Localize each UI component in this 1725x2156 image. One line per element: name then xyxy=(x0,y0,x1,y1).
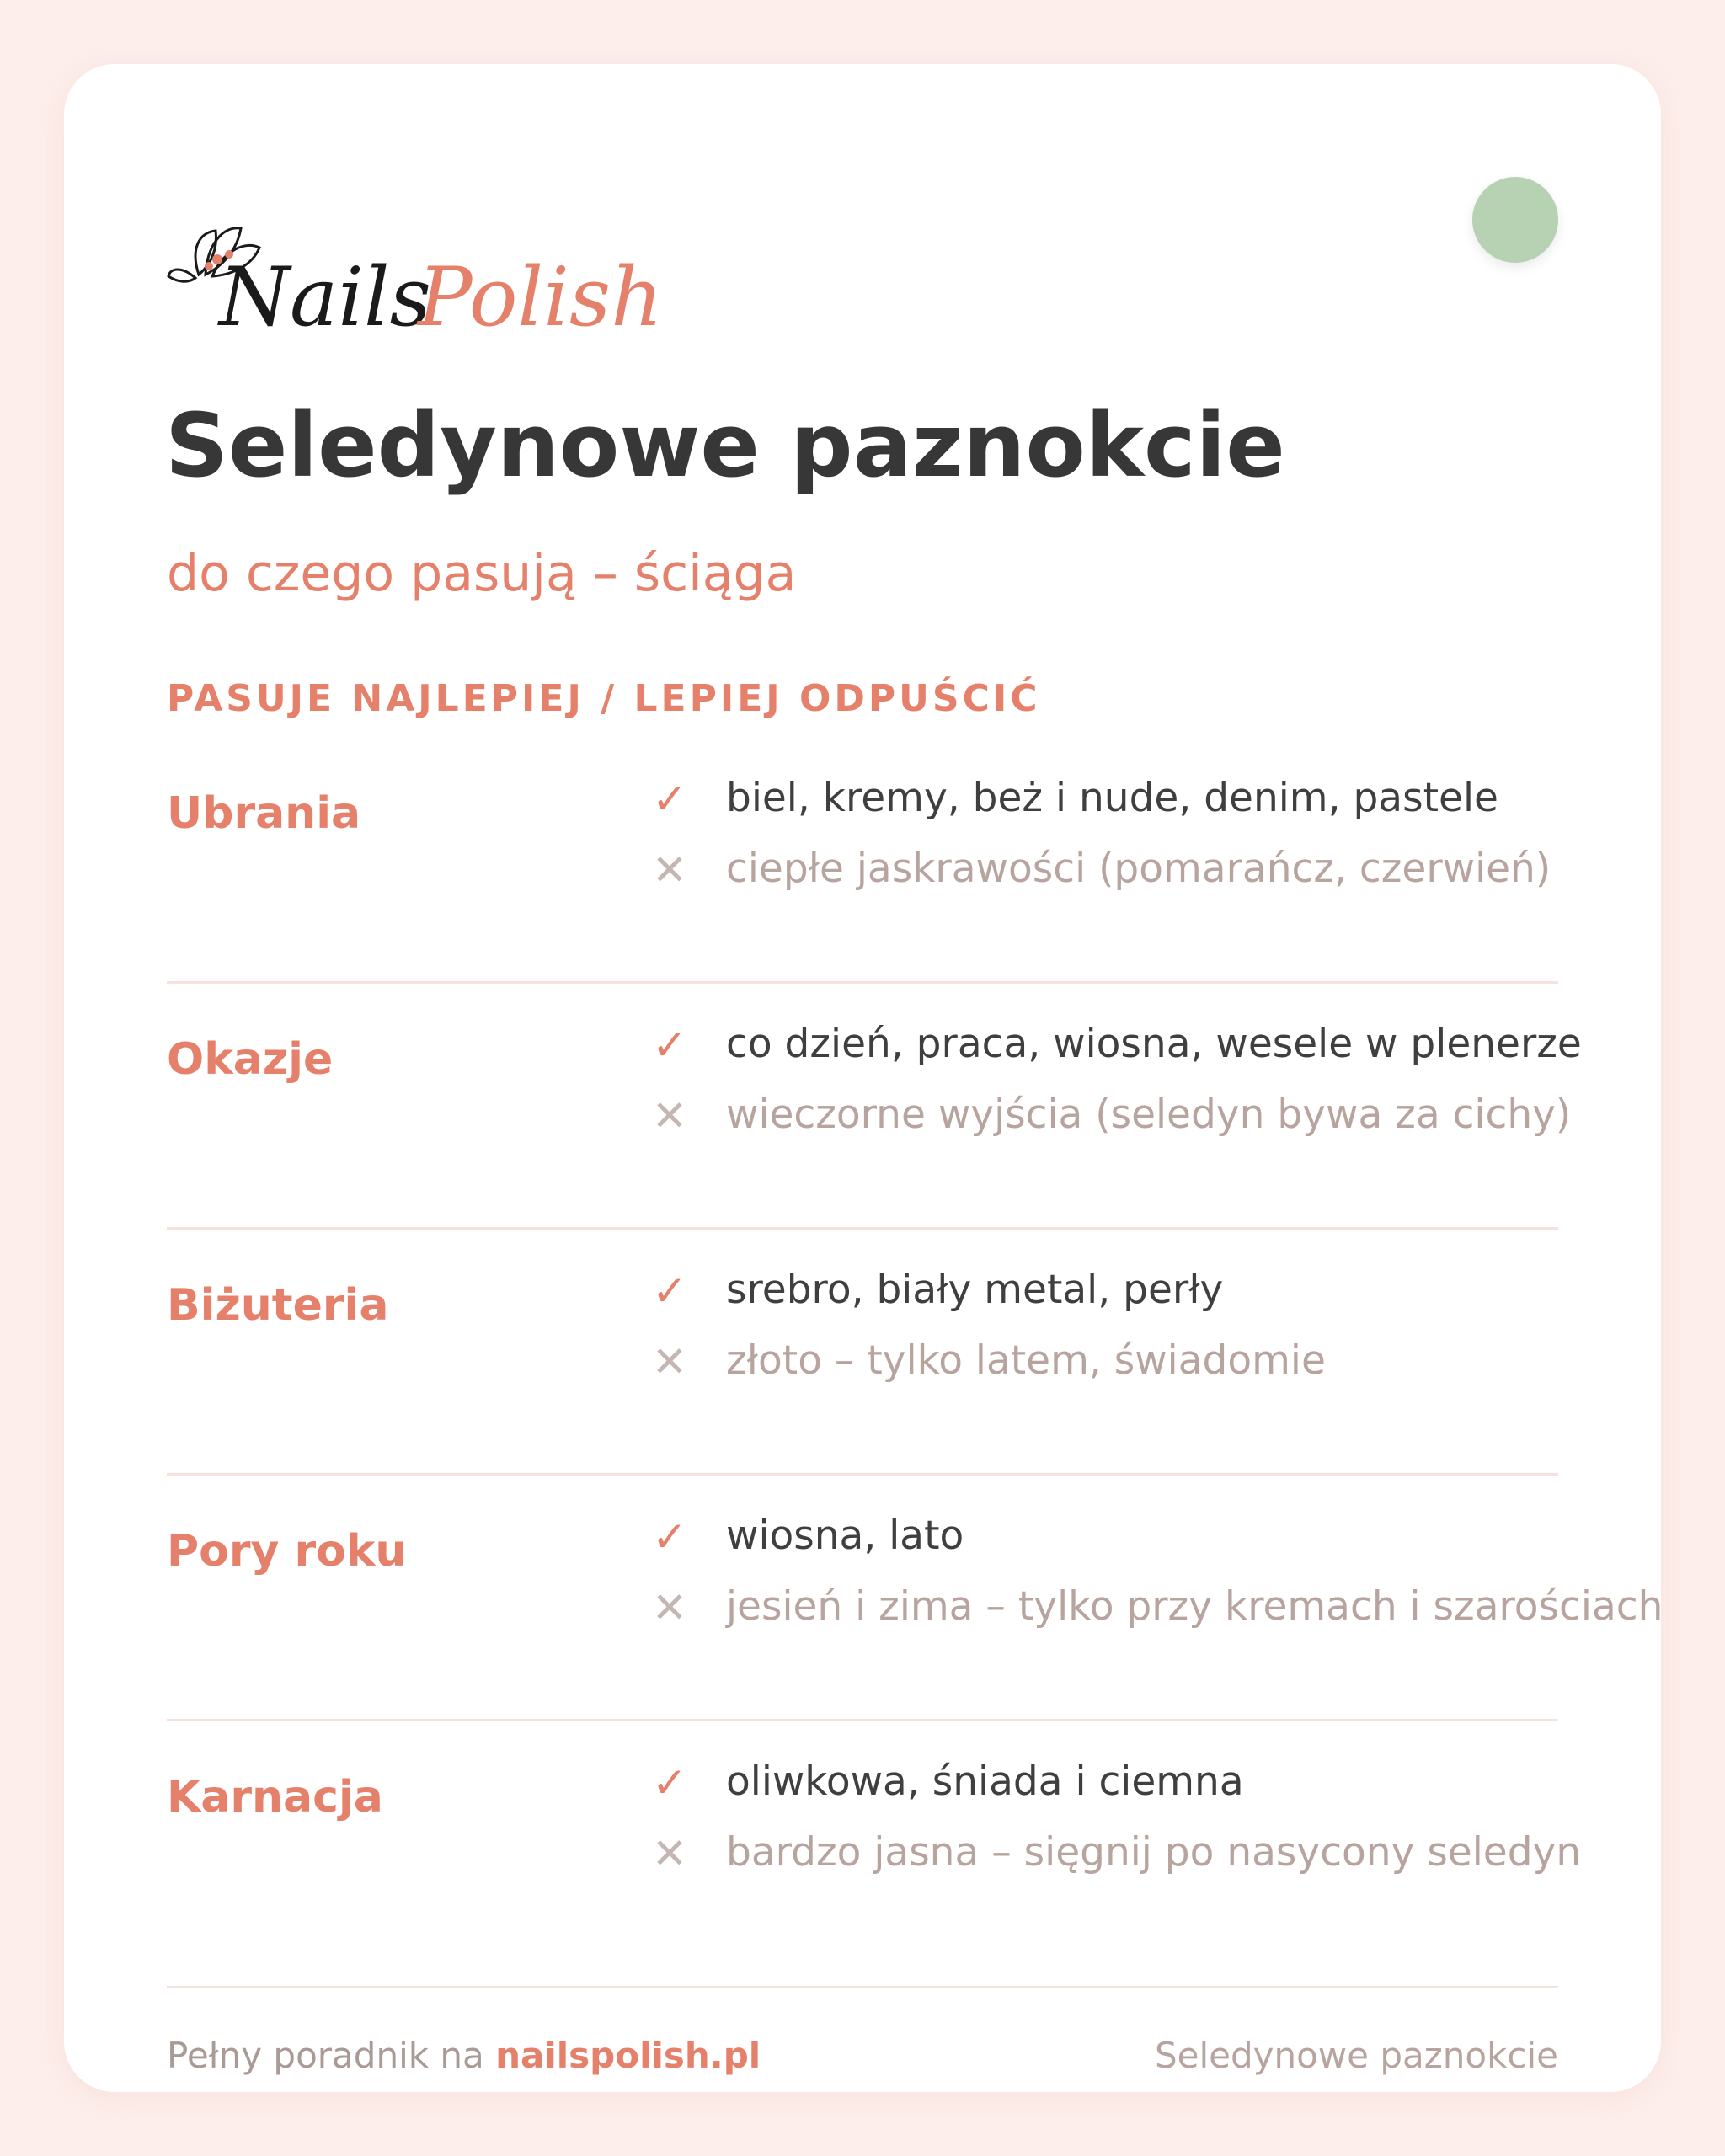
row-category: Okazje xyxy=(167,1034,334,1085)
row-pory-roku xyxy=(167,1476,1664,1721)
footer-link[interactable]: nailspolish.pl xyxy=(495,2035,761,2076)
row-yes-text: biel, kremy, beż i nude, denim, pastele xyxy=(726,775,1498,821)
card xyxy=(64,64,1664,2092)
row-karnacja xyxy=(167,1721,1582,1967)
footer-title: Seledynowe paznokcie xyxy=(1154,2035,1558,2076)
row-no-text: jesień i zima – tylko przy kremach i szarościach xyxy=(726,1583,1664,1630)
row-ubrania xyxy=(167,738,1558,984)
page-title: Seledynowe paznokcie xyxy=(165,394,1285,497)
page-subtitle: do czego pasują – ściąga xyxy=(167,544,797,603)
cross-icon: ✕ xyxy=(652,1829,687,1878)
row-bizuteria xyxy=(167,1230,1558,1476)
footer-divider xyxy=(167,1986,1558,1988)
row-category: Pory roku xyxy=(167,1526,407,1577)
check-icon: ✓ xyxy=(652,1267,687,1315)
nailspolish-logo xyxy=(165,165,755,350)
cross-icon: ✕ xyxy=(652,1337,687,1386)
check-icon: ✓ xyxy=(652,1021,687,1070)
cross-icon: ✕ xyxy=(652,1583,687,1632)
footer-credit xyxy=(167,2035,761,2076)
row-category: Karnacja xyxy=(167,1772,383,1822)
logo-text-nails: Nails xyxy=(219,250,431,344)
cross-icon: ✕ xyxy=(652,1091,687,1140)
row-no-text: złoto – tylko latem, świadomie xyxy=(726,1337,1326,1384)
row-yes-text: oliwkowa, śniada i ciemna xyxy=(726,1758,1244,1805)
row-okazje xyxy=(167,984,1582,1230)
row-yes-text: wiosna, lato xyxy=(726,1513,964,1559)
row-no-text: bardzo jasna – sięgnij po nasycony seledyn xyxy=(726,1829,1582,1876)
green-dot xyxy=(1472,177,1558,263)
row-no-text: ciepłe jaskrawości (pomarańcz, czerwień) xyxy=(726,846,1551,892)
row-yes-text: co dzień, praca, wiosna, wesele w plenerze xyxy=(726,1021,1582,1067)
check-icon: ✓ xyxy=(652,1758,687,1807)
section-label: PASUJE NAJLEPIEJ / LEPIEJ ODPUŚCIĆ xyxy=(167,677,1041,720)
logo-text-polish: Polish xyxy=(418,250,663,344)
check-icon: ✓ xyxy=(652,1513,687,1561)
row-no-text: wieczorne wyjścia (seledyn bywa za cichy) xyxy=(726,1091,1572,1138)
row-yes-text: srebro, biały metal, perły xyxy=(726,1267,1224,1313)
cross-icon: ✕ xyxy=(652,846,687,894)
row-category: Biżuteria xyxy=(167,1280,389,1331)
footer-credit-prefix: Pełny poradnik na xyxy=(167,2035,496,2076)
check-icon: ✓ xyxy=(652,775,687,824)
row-category: Ubrania xyxy=(167,788,361,839)
